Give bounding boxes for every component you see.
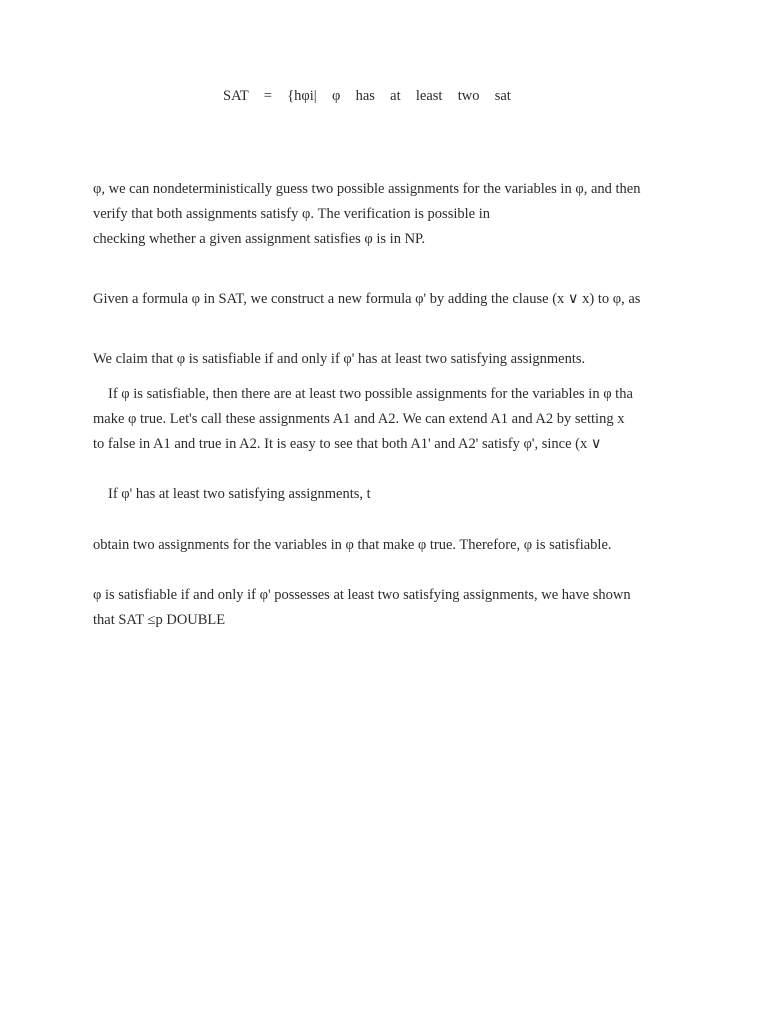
paragraph-np-line-3: checking whether a given assignment satisfies φ is in NP.	[93, 231, 426, 247]
paragraph-forward-line-2: make φ true. Let's call these assignments A1 and A2. We can extend A1 and A2 by setting x	[93, 411, 625, 427]
paragraph-np-line-2: verify that both assignments satisfy φ. The verification is possible in	[93, 206, 490, 222]
page-heading: SAT = {hφi| φ has at least two sat	[223, 88, 511, 104]
paragraph-np-line-1: φ, we can nondeterministically guess two possible assignments for the variables in φ, and then	[93, 181, 641, 197]
paragraph-reverse-line-1: If φ' has at least two satisfying assignments, t	[108, 486, 371, 502]
paragraph-forward-line-3: to false in A1 and true in A2. It is easy to see that both A1' and A2' satisfy φ', since (x ∨	[93, 436, 602, 452]
paragraph-forward-line-1: If φ is satisfiable, then there are at least two possible assignments for the variables in φ tha	[108, 386, 633, 402]
paragraph-conclusion-line-1: obtain two assignments for the variables in φ that make φ true. Therefore, φ is satisfiable.	[93, 537, 612, 553]
paragraph-claim-line-1: We claim that φ is satisfiable if and only if φ' has at least two satisfying assignments.	[93, 351, 586, 367]
paragraph-final-line-1: φ is satisfiable if and only if φ' possesses at least two satisfying assignments, we have shown	[93, 587, 631, 603]
paragraph-construction-line-1: Given a formula φ in SAT, we construct a new formula φ' by adding the clause (x ∨ x) to φ, as	[93, 291, 641, 307]
paragraph-final-line-2: that SAT ≤p DOUBLE	[93, 612, 226, 628]
